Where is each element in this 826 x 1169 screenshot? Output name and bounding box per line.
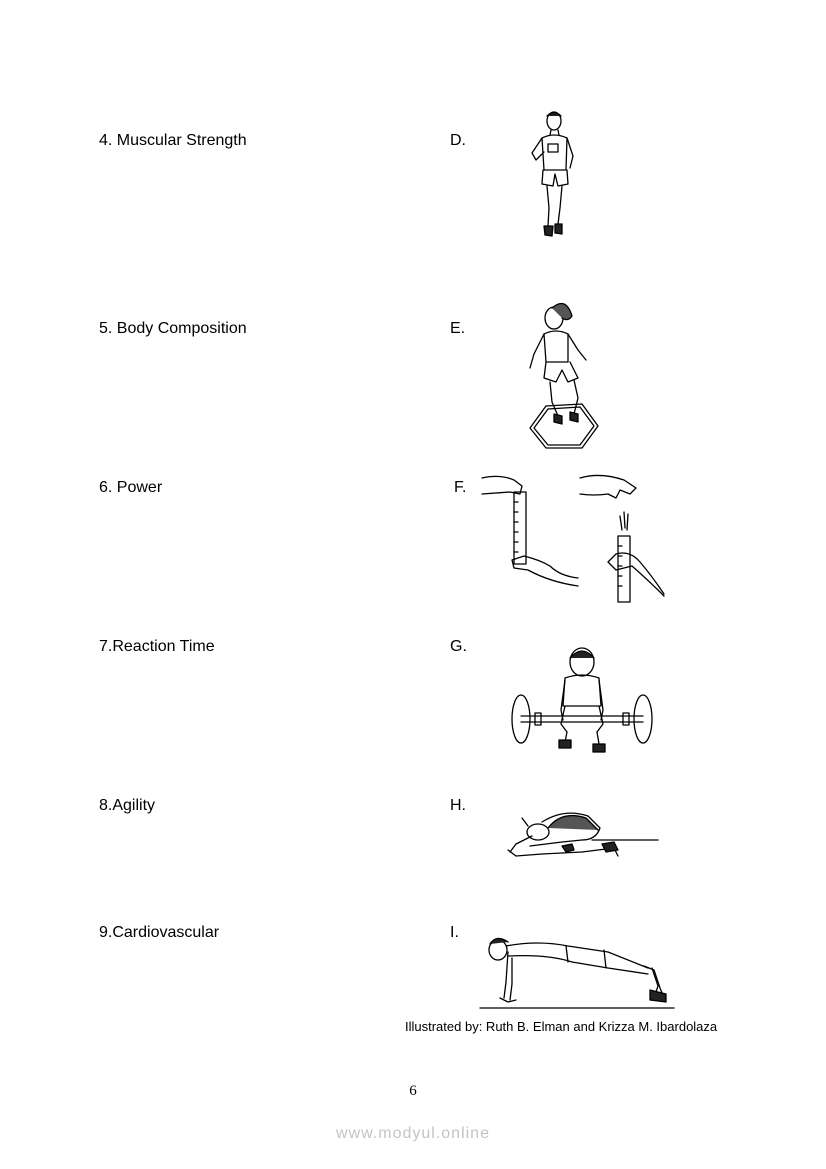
item-label-9: 9.Cardiovascular [99, 924, 220, 941]
item-letter-f: F. [454, 479, 467, 496]
page-number: 6 [409, 1083, 417, 1099]
watermark: www.modyul.online [336, 1125, 490, 1142]
item-label-6: 6. Power [99, 479, 163, 496]
item-letter-h: H. [450, 797, 466, 814]
push-up-figure-illustration [478, 932, 678, 1012]
item-label-5: 5. Body Composition [99, 320, 247, 337]
item-letter-d: D. [450, 132, 466, 149]
running-figure-illustration [520, 108, 590, 243]
sit-and-reach-figure-illustration [502, 806, 662, 866]
item-label-4: 4. Muscular Strength [99, 132, 247, 149]
item-letter-e: E. [450, 320, 466, 337]
item-label-7: 7.Reaction Time [99, 638, 215, 655]
item-label-8: 8.Agility [99, 797, 156, 814]
item-letter-i: I. [450, 924, 459, 941]
ruler-drop-figure-illustration [480, 466, 670, 606]
hexagon-jump-figure-illustration [522, 298, 612, 453]
item-letter-g: G. [450, 638, 467, 655]
barbell-lift-figure-illustration [505, 640, 660, 760]
illustration-credit: Illustrated by: Ruth B. Elman and Krizza M. Ibardolaza [405, 1019, 718, 1034]
